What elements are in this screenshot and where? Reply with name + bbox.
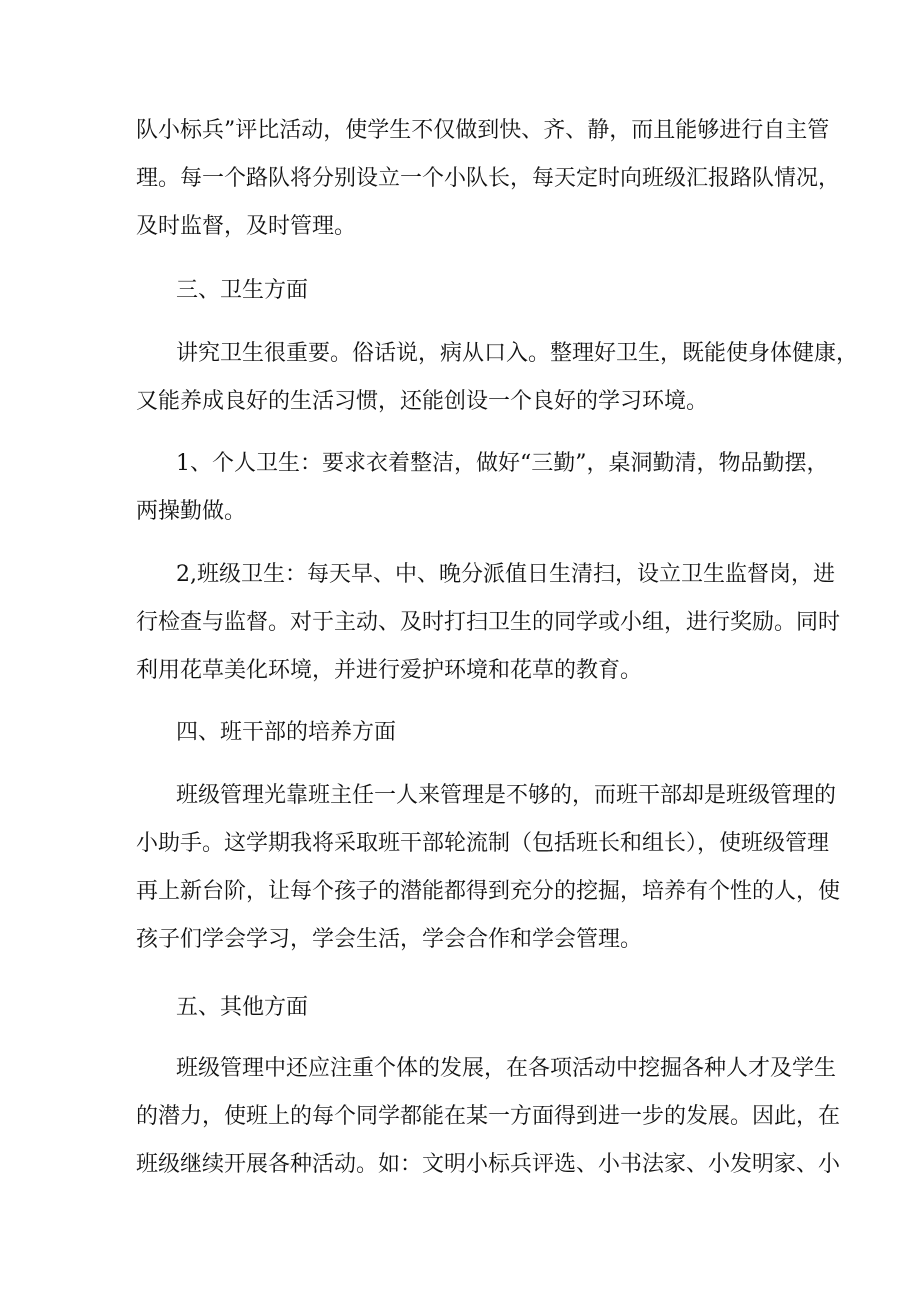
para-road-team-line-3: 及时监督，及时管理。 bbox=[136, 214, 357, 239]
heading-class-cadres: 四、班干部的培养方面 bbox=[176, 720, 397, 745]
para-road-team-line-1: 队小标兵”评比活动，使学生不仅做到快、齐、静，而且能够进行自主管 bbox=[136, 118, 830, 143]
para-road-team-line-2: 理。每一个路队将分别设立一个小队长，每天定时向班级汇报路队情况， bbox=[136, 166, 841, 191]
para-class-hygiene-line-2: 行检查与监督。对于主动、及时打扫卫生的同学或小组，进行奖励。同时 bbox=[136, 610, 841, 635]
para-personal-hygiene-line-1: 1、个人卫生：要求衣着整洁，做好“三勤”，桌洞勤清，物品勤摆， bbox=[176, 451, 829, 476]
para-other-line-2: 的潜力，使班上的每个同学都能在某一方面得到进一步的发展。因此，在 bbox=[136, 1104, 841, 1129]
para-class-cadres-line-4: 孩子们学会学习，学会生活，学会合作和学会管理。 bbox=[136, 927, 643, 952]
para-class-cadres-line-1: 班级管理光靠班主任一人来管理是不够的，而班干部却是班级管理的 bbox=[176, 783, 837, 808]
para-personal-hygiene-line-2: 两操勤做。 bbox=[136, 499, 247, 524]
heading-hygiene: 三、卫生方面 bbox=[176, 278, 309, 303]
para-class-hygiene-line-1: 2,班级卫生：每天早、中、晚分派值日生清扫，设立卫生监督岗，进 bbox=[176, 562, 835, 587]
para-hygiene-intro-line-2: 又能养成良好的生活习惯，还能创设一个良好的学习环境。 bbox=[136, 389, 709, 414]
heading-other: 五、其他方面 bbox=[176, 995, 309, 1020]
para-other-line-3: 班级继续开展各种活动。如：文明小标兵评选、小书法家、小发明家、小 bbox=[136, 1152, 841, 1177]
para-class-cadres-line-2: 小助手。这学期我将采取班干部轮流制（包括班长和组长），使班级管理 bbox=[136, 831, 830, 856]
para-class-hygiene-line-3: 利用花草美化环境，并进行爱护环境和花草的教育。 bbox=[136, 658, 643, 683]
para-class-cadres-line-3: 再上新台阶，让每个孩子的潜能都得到充分的挖掘，培养有个性的人，使 bbox=[136, 879, 841, 904]
para-other-line-1: 班级管理中还应注重个体的发展，在各项活动中挖掘各种人才及学生 bbox=[176, 1056, 837, 1081]
para-hygiene-intro-line-1: 讲究卫生很重要。俗话说，病从口入。整理好卫生，既能使身体健康， bbox=[176, 341, 859, 366]
